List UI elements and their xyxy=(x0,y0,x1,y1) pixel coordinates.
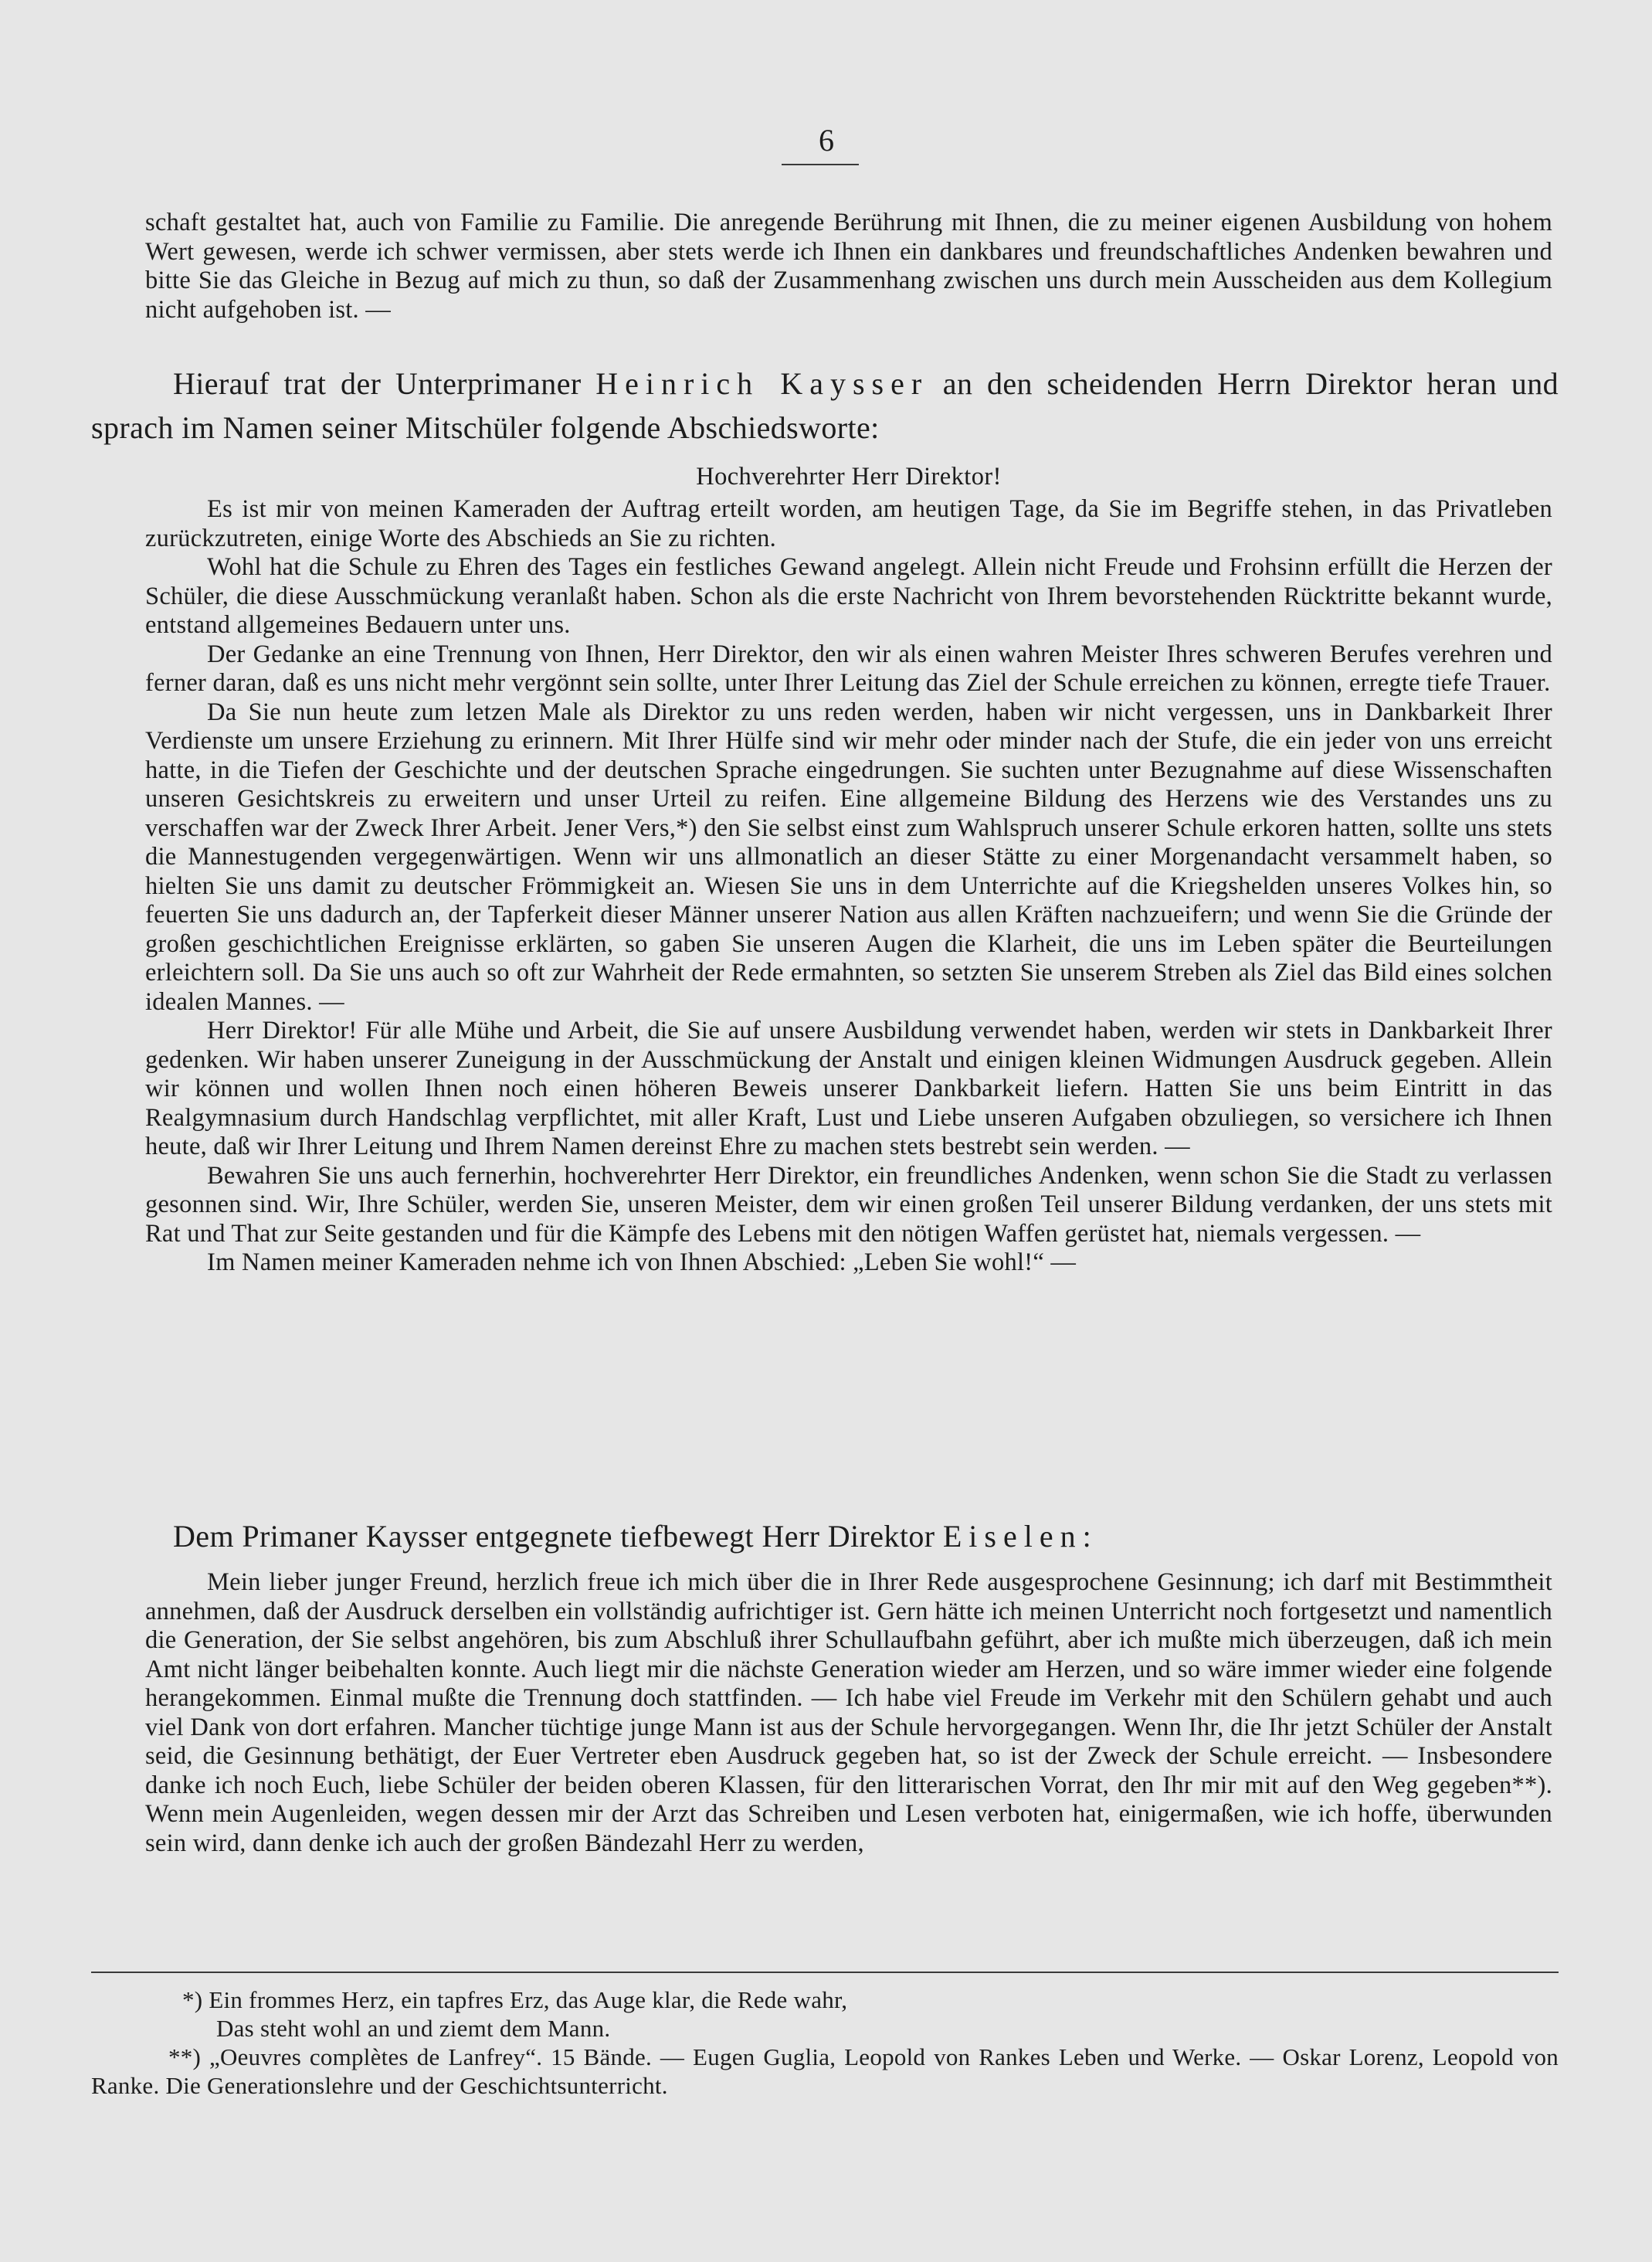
heading-eiselen xyxy=(91,1514,1559,1558)
footnote-1-line-1: *) Ein frommes Herz, ein tapfres Erz, das Auge klar, die Rede wahr, xyxy=(182,1986,848,2013)
heading-kaysser xyxy=(91,362,1559,450)
speech-paragraph-6: Bewahren Sie uns auch fernerhin, hochverehrter Herr Direktor, ein freundliches Andenken, wenn schon Sie die Stadt zu verlassen gesonnen sind. Wir, Ihre Schüler, werden Sie, unseren Meister, dem wir einen großen Teil unserer Bildung verdanken, der uns stets mit Rat und That zur Seite gestanden und für die Kämpfe des Lebens mit den nötigen Waffen gerüstet hat, niemals vergessen. — xyxy=(145,1161,1552,1248)
speech-paragraph-2: Wohl hat die Schule zu Ehren des Tages ein festliches Gewand angelegt. Allein nicht Freude und Frohsinn erfüllt die Herzen der Schüler, die diese Ausschmückung veranlaßt haben. Schon als die erste Nachricht von Ihrem bevorstehenden Rücktritte bekannt wurde, entstand allgemeines Bedauern unter uns. xyxy=(145,553,1552,639)
heading-eiselen-before: Dem Primaner Kaysser entgegnete tiefbewegt Herr Direktor xyxy=(173,1519,943,1554)
speech-paragraph-1: Es ist mir von meinen Kameraden der Auftrag erteilt worden, am heutigen Tage, da Sie im Begriffe stehen, in das Privatleben zurückzutreten, einige Worte des Abschieds an Sie zu richten. xyxy=(145,495,1552,552)
speech-paragraph-3: Der Gedanke an eine Trennung von Ihnen, Herr Direktor, den wir als einen wahren Meister Ihres schweren Berufes verehren und ferner daran, daß es uns nicht mehr vergönnt sein sollte, unter Ihrer Leitung das Ziel der Schule erreichen zu können, erregte tiefe Trauer. xyxy=(145,640,1552,697)
intro-paragraph: schaft gestaltet hat, auch von Familie zu Familie. Die anregende Berührung mit Ihnen, die zu meiner eigenen Ausbildung von hohem Wert gewesen, werde ich schwer vermissen, aber stets werde ich Ihnen ein dankbares und freundschaftliches Andenken bewahren und bitte Sie das Gleiche in Bezug auf mich zu thun, so daß der Zusammenhang zwischen uns durch mein Ausscheiden aus dem Kollegium nicht aufgehoben ist. — xyxy=(145,209,1552,324)
heading-eiselen-name: Eiselen xyxy=(942,1519,1083,1554)
speech-paragraph-5: Herr Direktor! Für alle Mühe und Arbeit, die Sie auf unsere Ausbildung verwendet haben, werden wir stets in Dankbarkeit Ihrer gedenken. Wir haben unserer Zuneigung in der Ausschmückung der Anstalt und einigen kleinen Widmungen Ausdruck gegeben. Allein wir können und wollen Ihnen noch einen höheren Beweis unserer Dankbarkeit liefern. Hatten Sie uns beim Eintritt in das Realgymnasium durch Handschlag verpflichtet, mit aller Kraft, Lust und Liebe unseren Aufgaben obzuliegen, so versichere ich Ihnen heute, daß wir Ihrer Leitung und Ihrem Namen dereinst Ehre zu machen stets bestrebt sein werden. — xyxy=(145,1017,1552,1160)
heading-kaysser-before: Hierauf trat der Unterprimaner xyxy=(173,366,596,401)
page-number: 6 xyxy=(819,123,834,158)
speech-paragraph-4: Da Sie nun heute zum letzen Male als Direktor zu uns reden werden, haben wir nicht vergessen, uns in Dankbarkeit Ihrer Verdienste um unsere Erziehung zu erinnern. Mit Ihrer Hülfe sind wir mehr oder minder nach der Stufe, die ein jeder von uns erreicht hatte, in die Tiefen der Geschichte und der deutschen Sprache eingedrungen. Sie suchten unter Bezugnahme auf diese Wissenschaften unseren Gesichtskreis zu erweitern und unser Urteil zu reifen. Eine allgemeine Bildung des Herzens wie des Verstandes uns zu verschaffen war der Zweck Ihrer Arbeit. Jener Vers,*) den Sie selbst einst zum Wahlspruch unserer Schule erkoren hatten, sollte uns stets die Mannestugenden vergegenwärtigen. Wenn wir uns allmonatlich an dieser Stätte zu einer Morgenandacht versammelt haben, so hielten Sie uns damit zu deutscher Frömmigkeit an. Wiesen Sie uns in dem Unterrichte auf die Kriegshelden unseres Volkes hin, so feuerten Sie uns dadurch an, der Tapferkeit dieser Männer unserer Nation aus allen Kräften nachzueifern; und wenn Sie die Gründe der großen geschichtlichen Ereignisse erklärten, so gaben Sie unseren Augen die Klarheit, die uns im Leben später die Beurteilungen erleichtern soll. Da Sie uns auch so oft zur Wahrheit der Rede ermahnten, so setzten Sie unserem Streben als Ziel das Bild eines solchen idealen Mannes. — xyxy=(145,698,1552,1016)
salutation: Hochverehrter Herr Direktor! xyxy=(696,463,1002,491)
heading-kaysser-after: an den scheidenden Herrn Direktor heran und sprach im Namen seiner Mitschüler folgende Abschiedsworte: xyxy=(91,366,1559,445)
reply-paragraph: Mein lieber junger Freund, herzlich freue ich mich über die in Ihrer Rede ausgesprochene Gesinnung; ich darf mit Bestimmtheit annehmen, daß der Ausdruck derselben ein vollständig aufrichtiger ist. Gern hätte ich meinen Unterricht noch fortgesetzt und namentlich die Generation, der Sie selbst angehören, bis zum Abschluß ihrer Schullaufbahn geführt, aber ich mußte mich überzeugen, daß ich mein Amt nicht länger beibehalten konnte. Auch liegt mir die nächste Generation wieder am Herzen, und so wäre immer wieder eine folgende herangekommen. Einmal mußte die Trennung doch stattfinden. — Ich habe viel Freude im Verkehr mit den Schülern gehabt und auch viel Dank von dort erfahren. Mancher tüchtige junge Mann ist aus der Schule hervorgegangen. Wenn Ihr, die Ihr jetzt Schüler der Anstalt seid, die Gesinnung bethätigt, der Euer Vertreter eben Ausdruck gegeben hat, so ist der Zweck der Schule erreicht. — Insbesondere danke ich noch Euch, liebe Schüler der beiden oberen Klassen, für den litterarischen Vorrat, den Ihr mir mit auf den Weg gegeben**). Wenn mein Augenleiden, wegen dessen mir der Arzt das Schreiben und Lesen verboten hat, einigermaßen, wie ich hoffe, überwunden sein wird, dann denke ich auch der großen Bändezahl Herr zu werden, xyxy=(145,1568,1552,1857)
intro-block xyxy=(145,209,1552,324)
footnote-2: **) „Oeuvres complètes de Lanfrey“. 15 Bände. — Eugen Guglia, Leopold von Rankes Leben und Werke. — Oskar Lorenz, Leopold von Ranke. Die Generationslehre und der Geschichtsunterricht. xyxy=(91,2043,1559,2099)
heading-kaysser-block xyxy=(91,362,1559,450)
heading-kaysser-name: Heinrich Kaysser xyxy=(595,366,929,401)
page-number-rule xyxy=(782,164,859,165)
speech-block xyxy=(145,495,1552,1278)
heading-eiselen-block xyxy=(91,1514,1559,1558)
footnotes-block xyxy=(91,1985,1559,2100)
footnote-rule xyxy=(91,1972,1559,1973)
speech-paragraph-7: Im Namen meiner Kameraden nehme ich von Ihnen Abschied: „Leben Sie wohl!“ — xyxy=(207,1248,1077,1276)
footnote-1-line-2: Das steht wohl an und ziemt dem Mann. xyxy=(216,2015,611,2042)
reply-block xyxy=(145,1568,1552,1858)
heading-eiselen-after: : xyxy=(1082,1519,1092,1554)
